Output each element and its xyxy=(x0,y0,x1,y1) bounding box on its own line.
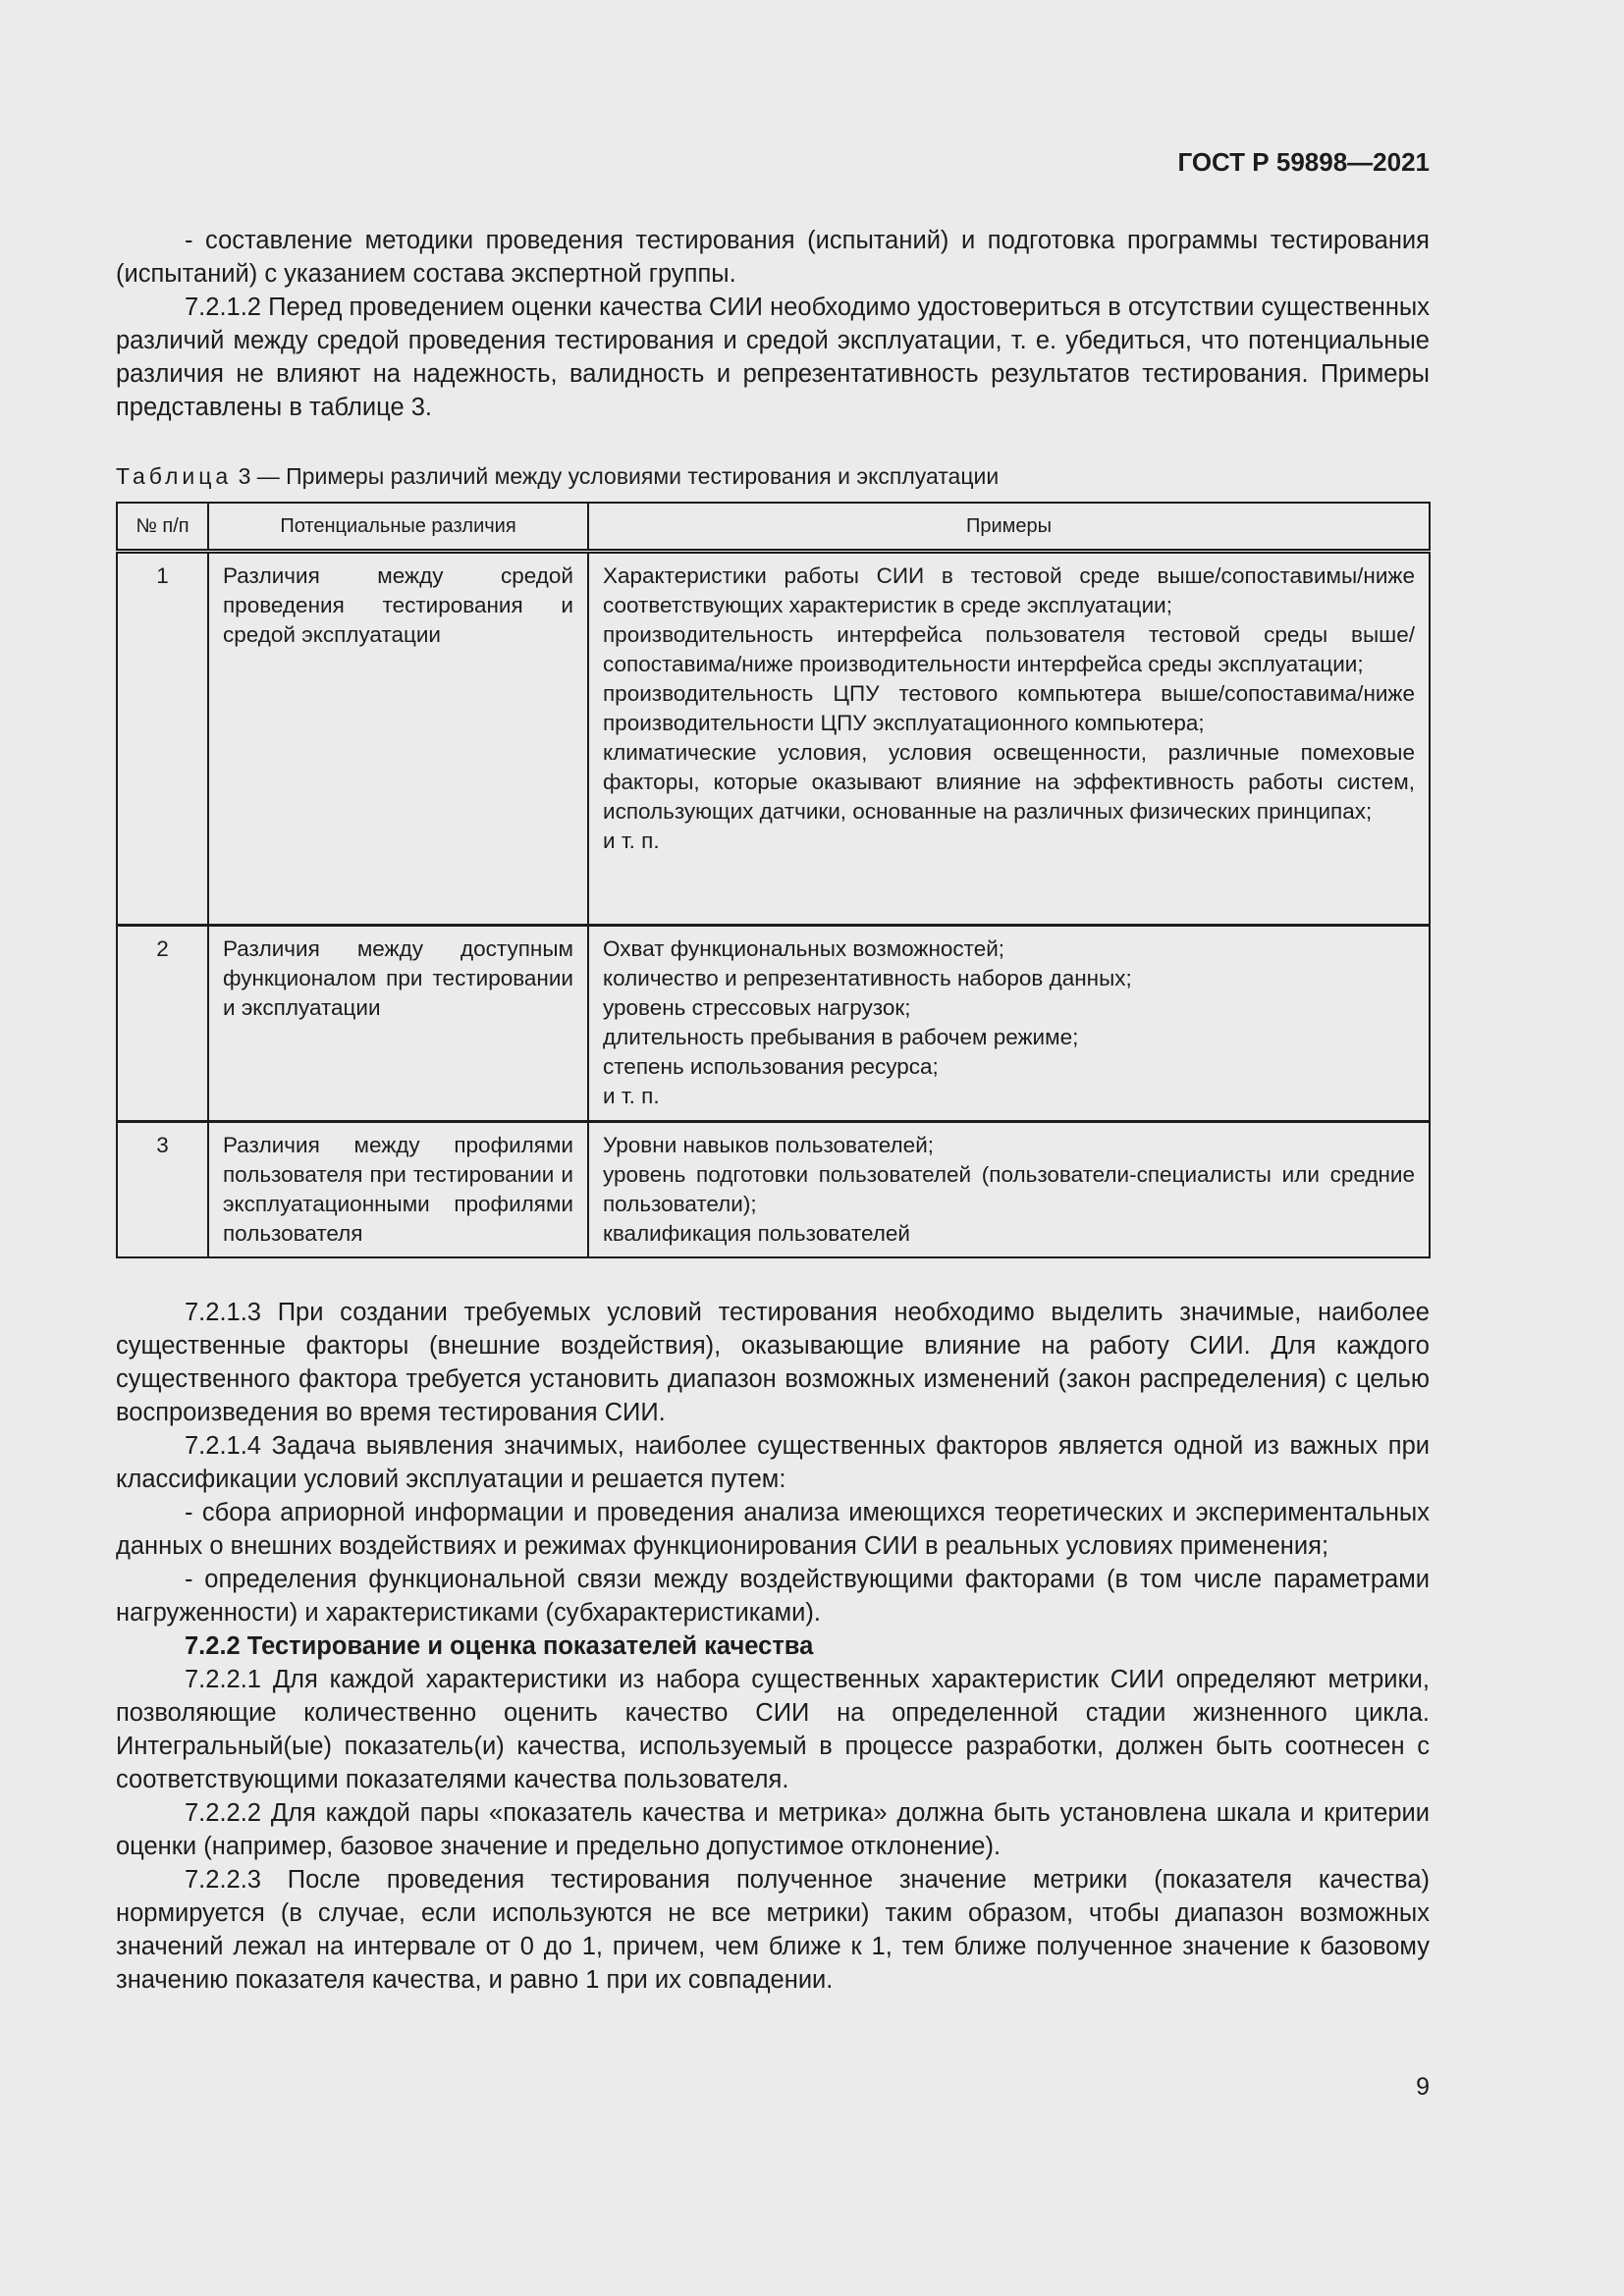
table-row xyxy=(117,1122,1430,1257)
example-item: количество и репрезентативность наборов данных; xyxy=(603,966,1132,990)
row-difference: Различия между профилями пользователя при тестировании и эксплуатационными профилями пользователя xyxy=(208,1122,588,1257)
example-item: длительность пребывания в рабочем режиме; xyxy=(603,1025,1079,1049)
column-header-examples: Примеры xyxy=(588,503,1430,552)
example-item: и т. п. xyxy=(603,1084,660,1108)
table-caption xyxy=(116,461,1430,491)
row-number: 3 xyxy=(117,1122,208,1257)
list-item: - определения функциональной связи между воздействующими факторами (в том числе параметрами нагруженности) и характеристиками (субхарактеристиками). xyxy=(116,1566,1430,1627)
example-item: уровень стрессовых нагрузок; xyxy=(603,995,911,1020)
intro-paragraph: 7.2.1.2 Перед проведением оценки качества СИИ необходимо удостовериться в отсутствии существенных различий между средой проведения тестирования и средой эксплуатации, т. е. убедиться, что потенциальные различия не влияют на надежность, валидность и репрезентативность результатов тестирования. Примеры представлены в таблице 3. xyxy=(116,294,1430,421)
paragraph-7-2-2-1: 7.2.2.1 Для каждой характеристики из набора существенных характеристик СИИ определяют метрики, позволяющие количественно оценить качество СИИ на определенной стадии жизненного цикла. Интегральный(ые) показатель(и) качества, используемый в процессе разработки, должен быть соотнесен с соответствующими показателями качества пользователя. xyxy=(116,1666,1430,1793)
paragraph-7-2-1-4: 7.2.1.4 Задача выявления значимых, наиболее существенных факторов является одной из важных при классификации условий эксплуатации и решается путем: xyxy=(116,1432,1430,1493)
example-item: Характеристики работы СИИ в тестовой среде выше/сопоставимы/ниже соответствующих характеристик в среде эксплуатации; xyxy=(603,563,1415,617)
table-caption-label: Таблица xyxy=(116,463,233,489)
row-number: 1 xyxy=(117,552,208,926)
table-caption-text: 3 — Примеры различий между условиями тестирования и эксплуатации xyxy=(238,463,1000,489)
paragraph-7-2-2-3: 7.2.2.3 После проведения тестирования полученное значение метрики (показателя качества) нормируется (в случае, если используются не все метрики) таким образом, чтобы диапазон возможных значений лежал на интервале от 0 до 1, причем, чем ближе к 1, тем ближе полученное значение к базовому значению показателя качества, и равно 1 при их совпадении. xyxy=(116,1866,1430,1994)
list-item: - сбора априорной информации и проведения анализа имеющихся теоретических и экспериментальных данных о внешних воздействиях и режимах функционирования СИИ в реальных условиях применения; xyxy=(116,1499,1430,1560)
column-header-differences: Потенциальные различия xyxy=(208,503,588,552)
row-number: 2 xyxy=(117,926,208,1122)
body-section xyxy=(116,1296,1430,1997)
row-difference: Различия между средой проведения тестирования и средой эксплуатации xyxy=(208,552,588,926)
table-header-row xyxy=(117,503,1430,552)
row-examples xyxy=(588,552,1430,926)
document-code-header: ГОСТ Р 59898—2021 xyxy=(1177,147,1430,177)
example-item: квалификация пользователей xyxy=(603,1221,910,1246)
table-row xyxy=(117,552,1430,926)
intro-section xyxy=(116,224,1430,424)
example-item: Охват функциональных возможностей; xyxy=(603,936,1005,961)
page-number: 9 xyxy=(1416,2073,1430,2101)
example-item: уровень подготовки пользователей (пользователи-специалисты или средние пользователи); xyxy=(603,1162,1415,1216)
intro-list-item: - составление методики проведения тестирования (испытаний) и подготовка программы тестирования (испытаний) с указанием состава экспертной группы. xyxy=(116,227,1430,288)
table-row xyxy=(117,926,1430,1122)
example-item: Уровни навыков пользователей; xyxy=(603,1133,935,1157)
example-item: производительность ЦПУ тестового компьютера выше/сопоставима/ниже производительности ЦПУ эксплуатационного компьютера; xyxy=(603,681,1415,735)
examples-table xyxy=(116,502,1431,1258)
example-item: климатические условия, условия освещенности, различные помеховые факторы, которые оказывают влияние на эффективность работы систем, использующих датчики, основанные на различных физических принципах; xyxy=(603,740,1415,824)
row-examples xyxy=(588,926,1430,1122)
paragraph-7-2-1-3: 7.2.1.3 При создании требуемых условий тестирования необходимо выделить значимые, наиболее существенные факторы (внешние воздействия), оказывающие влияние на работу СИИ. Для каждого существенного фактора требуется установить диапазон возможных изменений (закон распределения) с целью воспроизведения во время тестирования СИИ. xyxy=(116,1299,1430,1426)
paragraph-7-2-2-2: 7.2.2.2 Для каждой пары «показатель качества и метрика» должна быть установлена шкала и критерии оценки (например, базовое значение и предельно допустимое отклонение). xyxy=(116,1799,1430,1860)
row-difference: Различия между доступным функционалом при тестировании и эксплуатации xyxy=(208,926,588,1122)
column-header-number: № п/п xyxy=(117,503,208,552)
example-item: и т. п. xyxy=(603,828,660,853)
example-item: степень использования ресурса; xyxy=(603,1054,939,1079)
row-examples xyxy=(588,1122,1430,1257)
example-item: производительность интерфейса пользователя тестовой среды выше/сопоставима/ниже производительности интерфейса среды эксплуатации; xyxy=(603,622,1415,676)
section-heading-7-2-2: 7.2.2 Тестирование и оценка показателей качества xyxy=(185,1632,814,1660)
